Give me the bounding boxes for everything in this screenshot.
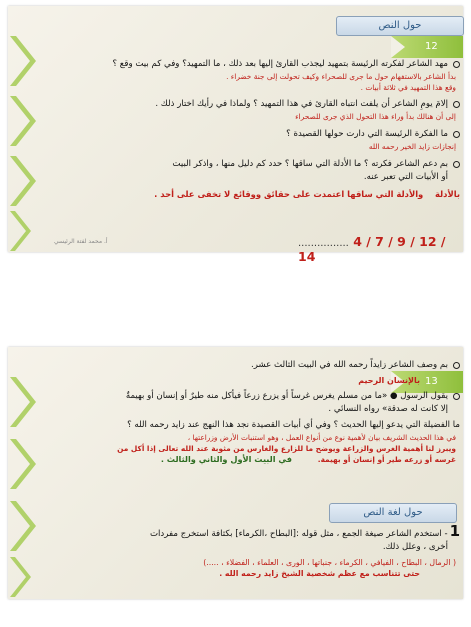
slide-number: 13	[425, 376, 438, 387]
section-title: حول النص	[378, 20, 422, 31]
slide-number: 12	[425, 41, 438, 52]
question-1: مهد الشاعر لفكرته الرئيسة بتمهيد ليجذب القارئ إليها بعد ذلك ، ما التمهيد؟ وفي كم بيت وقع ؟	[44, 58, 460, 71]
section-title-box	[336, 16, 464, 36]
bullet-icon	[453, 61, 460, 68]
answer-1: بالإنسان الرحيم	[358, 376, 420, 385]
bullet-icon	[453, 131, 460, 138]
slide-13	[8, 347, 463, 599]
answer-3-verses: في البيت الأول والثاني والثالث .	[160, 454, 293, 464]
chevron-decoration-icon	[8, 6, 38, 252]
question-2: يقول الرسول ● «ما من مسلم يغرس غرساً أو يزرع زرعاً فيأكل منه طيرٌ أو إنسان أو بهيمةٌ	[44, 390, 460, 403]
question-4: بم دعم الشاعر فكرته ؟ ما الأدلة التي ساقها ؟ حدد كم دليل منها ، واذكر البيت	[44, 158, 460, 171]
exercise-number: 1	[449, 522, 460, 540]
bullet-icon	[453, 161, 460, 168]
section-title-box	[329, 503, 457, 523]
slide2-content	[44, 359, 460, 465]
answer-1a: بدأ الشاعر بالاستفهام حول ما جرى للصحراء وكيف تحولت إلى جنة خضراء .	[226, 72, 456, 81]
date-text: 4 / 7 / 9 / 12 / 14	[298, 234, 446, 264]
answer-2: إلى أن هنالك بدأ وراء هذا التحول الذي جرى للصحراء	[295, 112, 456, 121]
exercise-1-cont: أخرى ، وعلل ذلك.	[382, 542, 448, 552]
slide-number-badge	[391, 36, 463, 58]
answer-3: إنجازات زايد الخير رحمه الله	[368, 142, 456, 151]
answer-4: بالأدلة والأدلة التي ساقها اعتمدت على حقائق ووقائع لا تخفى على أحد .	[154, 189, 460, 199]
date-row	[298, 234, 463, 264]
bullet-icon	[453, 393, 460, 400]
answer-1b: وقع هذا التمهيد في ثلاثة أبيات .	[360, 83, 456, 92]
date-dots: ................	[298, 238, 349, 249]
answer-3a: في هذا الحديث الشريف بيان لأهمية نوع من أنواع العمل ، وهو استنبات الأرض وزراعتها ،	[187, 433, 456, 442]
answer-3b: ويبرز لنا أهمية الغرس والزراعة ويوضح ما للزارع والغارس من مثوبة عند الله تعالى إذا أكل من	[117, 444, 456, 453]
bullet-icon	[453, 362, 460, 369]
question-3: ما الفضيلة التي يدعو إليها الحديث ؟ وفي أي أبيات القصيدة نجد هذا النهج عند زايد رحمه الله ؟	[127, 420, 460, 430]
slide-12	[8, 6, 463, 264]
question-1: بم وصف الشاعر زايداً رحمه الله في البيت الثالث عشر.	[44, 359, 460, 372]
bullet-icon	[453, 101, 460, 108]
question-2-cont: إلا كانت له صدقة» رواه النسائي .	[328, 404, 448, 414]
section-title: حول لغة النص	[363, 507, 423, 518]
answer-3c: غرسه أو زرعه طير أو إنسان أو بهيمة. في البيت الأول والثاني والثالث .	[160, 454, 456, 464]
footer-text: أ. محمد لفتة الرئيسي	[54, 238, 108, 245]
question-4-cont: أو الأبيات التي تعبر عنه.	[363, 172, 448, 182]
exercise-content	[44, 522, 460, 579]
exercise-answer-2: حتى تتناسب مع عظم شخصية الشيخ زايد رحمه الله .	[219, 569, 420, 578]
question-2: إلامَ يومِ الشاعر أن يلفت انتباه القارئ في هذا التمهيد ؟ ولماذا في رأيك اختار ذلك .	[44, 98, 460, 111]
question-3: ما الفكرة الرئيسة التي دارت حولها القصيدة ؟	[44, 128, 460, 141]
chevron-decoration-icon	[8, 347, 38, 599]
exercise-1: 1- استخدم الشاعر صيغة الجمع ، مثل قوله :[البطاح ،الكرماء] بكثافة استخرج مفردات	[149, 522, 460, 540]
slide1-content	[44, 58, 460, 201]
exercise-answer-1: ( الرمال ، البطاح ، الفيافي ، الكرماء ، جنباتها ، الورى ، العلماء ، الفضلاء ، .....)	[203, 558, 456, 567]
